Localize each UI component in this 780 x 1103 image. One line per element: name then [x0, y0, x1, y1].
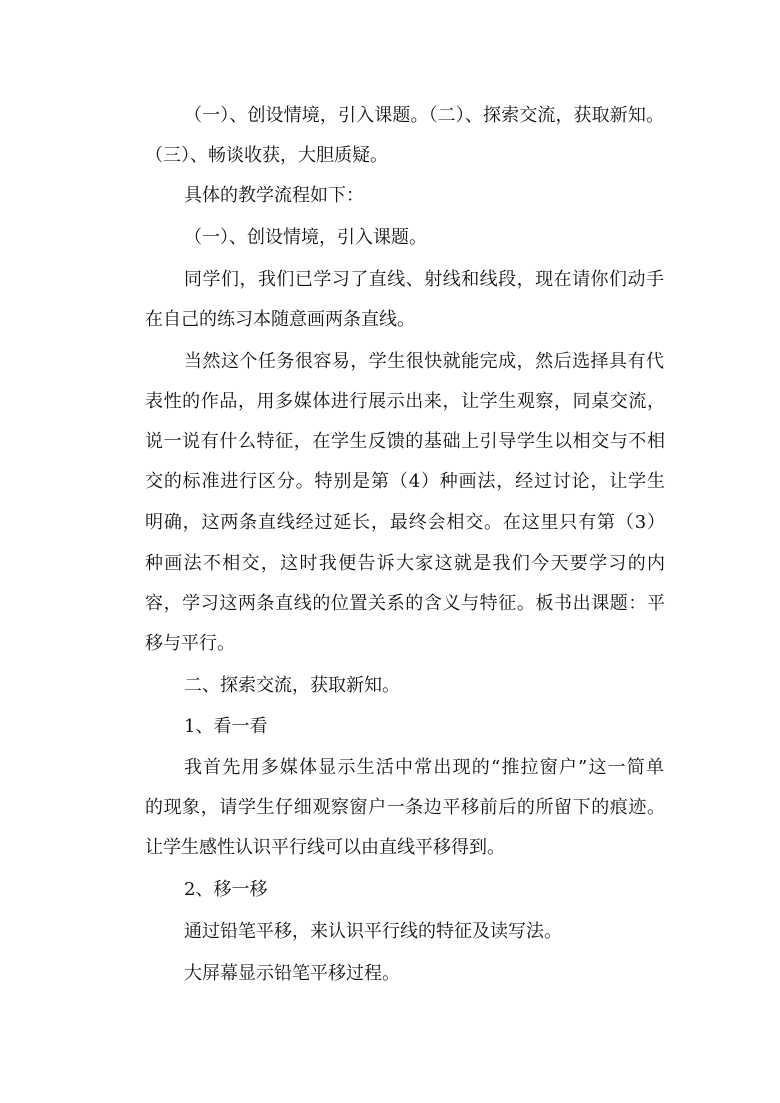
paragraph-line: 容，学习这两条直线的位置关系的含义与特征。板书出课题：平 — [145, 593, 665, 614]
paragraph-line: 大屏幕显示铅笔平移过程。 — [184, 963, 400, 984]
subsection-heading: 2、移一移 — [184, 879, 268, 900]
paragraph-line: 同学们，我们已学习了直线、射线和线段，现在请你们动手 — [184, 269, 664, 290]
paragraph-line: 说一说有什么特征，在学生反馈的基础上引导学生以相交与不相 — [145, 431, 665, 452]
paragraph-line: 明确，这两条直线经过延长，最终会相交。在这里只有第（3） — [145, 512, 665, 533]
section-heading: （一）、创设情境，引入课题。 — [184, 227, 427, 248]
section-heading: 二、探索交流，获取新知。 — [184, 675, 400, 696]
paragraph-line: 我首先用多媒体显示生活中常出现的“推拉窗户”这一简单 — [184, 757, 664, 778]
paragraph-line: （三）、畅谈收获，大胆质疑。 — [145, 145, 388, 166]
paragraph-line: 具体的教学流程如下： — [184, 185, 364, 206]
subsection-heading: 1、看一看 — [184, 716, 268, 737]
paragraph-line: 交的标准进行区分。特别是第（4）种画法，经过讨论，让学生 — [145, 471, 665, 492]
paragraph-line: 种画法不相交，这时我便告诉大家这就是我们今天要学习的内 — [145, 553, 665, 574]
paragraph-line: 表性的作品，用多媒体进行展示出来，让学生观察，同桌交流， — [145, 391, 665, 412]
paragraph-line: 移与平行。 — [145, 633, 235, 654]
paragraph-line: 在自己的练习本随意画两条直线。 — [145, 309, 415, 330]
paragraph-line: （一）、创设情境，引入课题。（二）、探索交流，获取新知。 — [184, 105, 664, 126]
paragraph-line: 当然这个任务很容易，学生很快就能完成，然后选择具有代 — [184, 351, 664, 372]
paragraph-line: 的现象，请学生仔细观察窗户一条边平移前后的所留下的痕迹。 — [145, 797, 665, 818]
paragraph-line: 通过铅笔平移，来认识平行线的特征及读写法。 — [184, 921, 562, 942]
paragraph-line: 让学生感性认识平行线可以由直线平移得到。 — [145, 837, 505, 858]
